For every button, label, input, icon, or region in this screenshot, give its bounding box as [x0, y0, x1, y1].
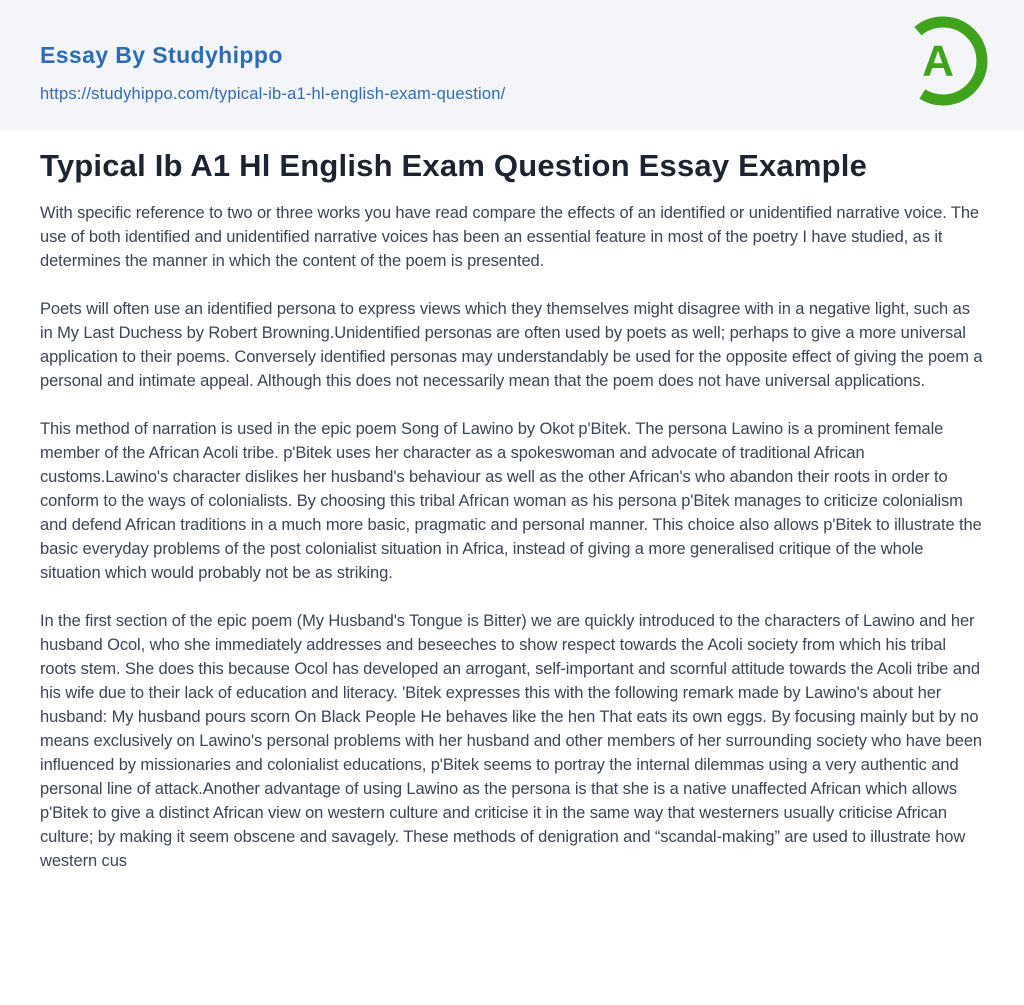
- essay-content: [0, 130, 1024, 873]
- page-url-link[interactable]: [40, 85, 505, 104]
- essay-paragraph-4: In the first section of the epic poem (My Husband's Tongue is Bitter) we are quickly introduced to the characters of Lawino and her husband Ocol, who she immediately addresses and beseeches to show respect towards the Acoli society from which his tribal roots stem. She does this because Ocol has developed an arrogant, self-important and scornful attitude towards the Acoli tribe and his wife due to their lack of education and literacy. 'Bitek expresses this with the following remark made by Lawino's about her husband: My husband pours scorn On Black People He behaves like the hen That eats its own eggs. By focusing mainly but by no means exclusively on Lawino's personal problems with her husband and other members of her surrounding society who have been influenced by missionaries and colonialist educations, p'Bitek seems to portray the internal dilemmas using a very authentic and personal line of attack.Another advantage of using Lawino as the persona is that she is a native unaffected African which allows p'Bitek to give a distinct African view on western culture and criticise it in the same way that westerners usually criticise African culture; by making it seem obscene and savagely. These methods of denigration and “scandal-making” are used to illustrate how western cus: [40, 612, 982, 870]
- logo-letter: A: [922, 36, 954, 86]
- essay-title: Typical Ib A1 Hl English Exam Question Essay Example: [40, 148, 868, 183]
- page-header: [0, 0, 1024, 130]
- essay-paragraph-1: With specific reference to two or three works you have read compare the effects of an identified or unidentified narrative voice. The use of both identified and unidentified narrative voices has been an essential feature in most of the poetry I have studied, as it determines the manner in which the content of the poem is presented.: [40, 204, 980, 270]
- studyhippo-logo: [893, 11, 993, 111]
- logo-arc-icon: [893, 11, 993, 111]
- site-label: Essay By Studyhippo: [40, 42, 283, 68]
- essay-paragraph-3: This method of narration is used in the epic poem Song of Lawino by Okot p'Bitek. The persona Lawino is a prominent female member of the African Acoli tribe. p'Bitek uses her character as a spokeswoman and advocate of traditional African customs.Lawino's character dislikes her husband's behaviour as well as the other African's who abandon their roots in order to conform to the ways of colonialists. By choosing this tribal African woman as his persona p'Bitek manages to criticize colonialism and defend African traditions in a much more basic, pragmatic and personal manner. This choice also allows p'Bitek to illustrate the basic everyday problems of the post colonialist situation in Africa, instead of giving a more generalised critique of the whole situation which would probably not be as striking.: [40, 420, 982, 582]
- page-url-text: https://studyhippo.com/typical-ib-a1-hl-english-exam-question/: [40, 85, 506, 103]
- essay-paragraph-2: Poets will often use an identified persona to express views which they themselves might disagree with in a negative light, such as in My Last Duchess by Robert Browning.Unidentified personas are often used by poets as well; perhaps to give a more universal application to their poems. Conversely identified personas may understandably be used for the opposite effect of giving the poem a personal and intimate appeal. Although this does not necessarily mean that the poem does not have universal applications.: [40, 300, 983, 390]
